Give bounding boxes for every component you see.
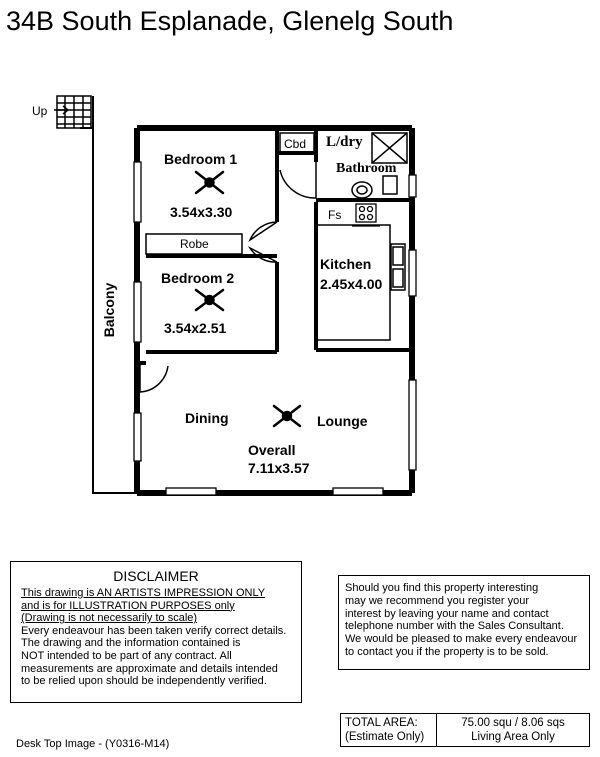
- contact-line: We would be pleased to make every endeavour: [345, 633, 578, 646]
- bedroom2-size: 3.54x2.51: [164, 320, 227, 336]
- stairs-icon: [54, 96, 91, 128]
- kitchen-name: Kitchen: [320, 256, 372, 272]
- page-title: 34B South Esplanade, Glenelg South: [6, 6, 454, 36]
- total-area-label: TOTAL AREA:: [345, 717, 418, 729]
- contact-line: interest by leaving your name and contact: [345, 607, 549, 620]
- disclaimer-line: The drawing and the information contained is: [21, 637, 241, 650]
- kitchen-size: 2.45x4.00: [320, 276, 383, 292]
- ceiling-fan-icon: [196, 290, 223, 310]
- lounge-label: Lounge: [317, 413, 368, 429]
- shower-icon: [372, 133, 407, 163]
- ceiling-fan-icon: [196, 172, 223, 193]
- toilet-icon: [352, 176, 397, 198]
- bedroom1-name: Bedroom 1: [164, 151, 238, 167]
- disclaimer-line: and is for ILLUSTRATION PURPOSES only: [21, 599, 235, 612]
- footer-text: Desk Top Image - (Y0316-M14): [16, 738, 170, 750]
- disclaimer-box: [10, 561, 302, 703]
- overall-name: Overall: [248, 442, 296, 458]
- total-area-value-cell: [437, 714, 589, 746]
- disclaimer-line: Every endeavour has been taken verify correct details.: [21, 624, 287, 637]
- cupboard-label: Cbd: [284, 137, 307, 151]
- dining-label: Dining: [185, 410, 229, 426]
- up-label: Up: [32, 104, 48, 118]
- laundry-label: L/dry: [326, 134, 363, 150]
- disclaimer-line: NOT intended to be part of any contract. All: [21, 649, 232, 662]
- balcony-label: Balcony: [101, 282, 118, 338]
- total-area-value: 75.00 squ / 8.06 sqs: [461, 717, 565, 729]
- contact-box: [338, 575, 590, 670]
- disclaimer-line: This drawing is AN ARTISTS IMPRESSION ONLY: [21, 587, 266, 599]
- exterior-walls: [137, 128, 412, 493]
- living-area-note: Living Area Only: [471, 731, 555, 743]
- estimate-label: (Estimate Only): [345, 731, 425, 743]
- disclaimer-line: (Drawing is not necessarily to scale): [21, 612, 198, 625]
- contact-line: may we recommend you register your: [345, 594, 530, 607]
- bedroom1-size: 3.54x3.30: [170, 204, 233, 220]
- robe-label: Robe: [180, 237, 209, 251]
- total-area-box: [340, 713, 590, 747]
- bedroom2-name: Bedroom 2: [161, 270, 235, 286]
- contact-line: telephone number with the Sales Consultant.: [345, 620, 564, 633]
- bathroom-label: Bathroom: [336, 161, 397, 176]
- contact-line: to contact you if the property is to be sold.: [345, 645, 549, 658]
- ceiling-fan-icon: [274, 406, 300, 426]
- total-area-label-cell: [341, 714, 437, 746]
- disclaimer-heading: DISCLAIMER: [113, 568, 199, 584]
- disclaimer-line: measurements are approximate and details intended: [21, 662, 278, 675]
- stove-icon: [352, 204, 380, 226]
- contact-line: Should you find this property interesting: [345, 582, 539, 594]
- overall-size: 7.11x3.57: [248, 460, 310, 476]
- fridge-space-label: Fs: [328, 208, 342, 222]
- disclaimer-line: to be relied upon should be independently verified.: [21, 675, 267, 688]
